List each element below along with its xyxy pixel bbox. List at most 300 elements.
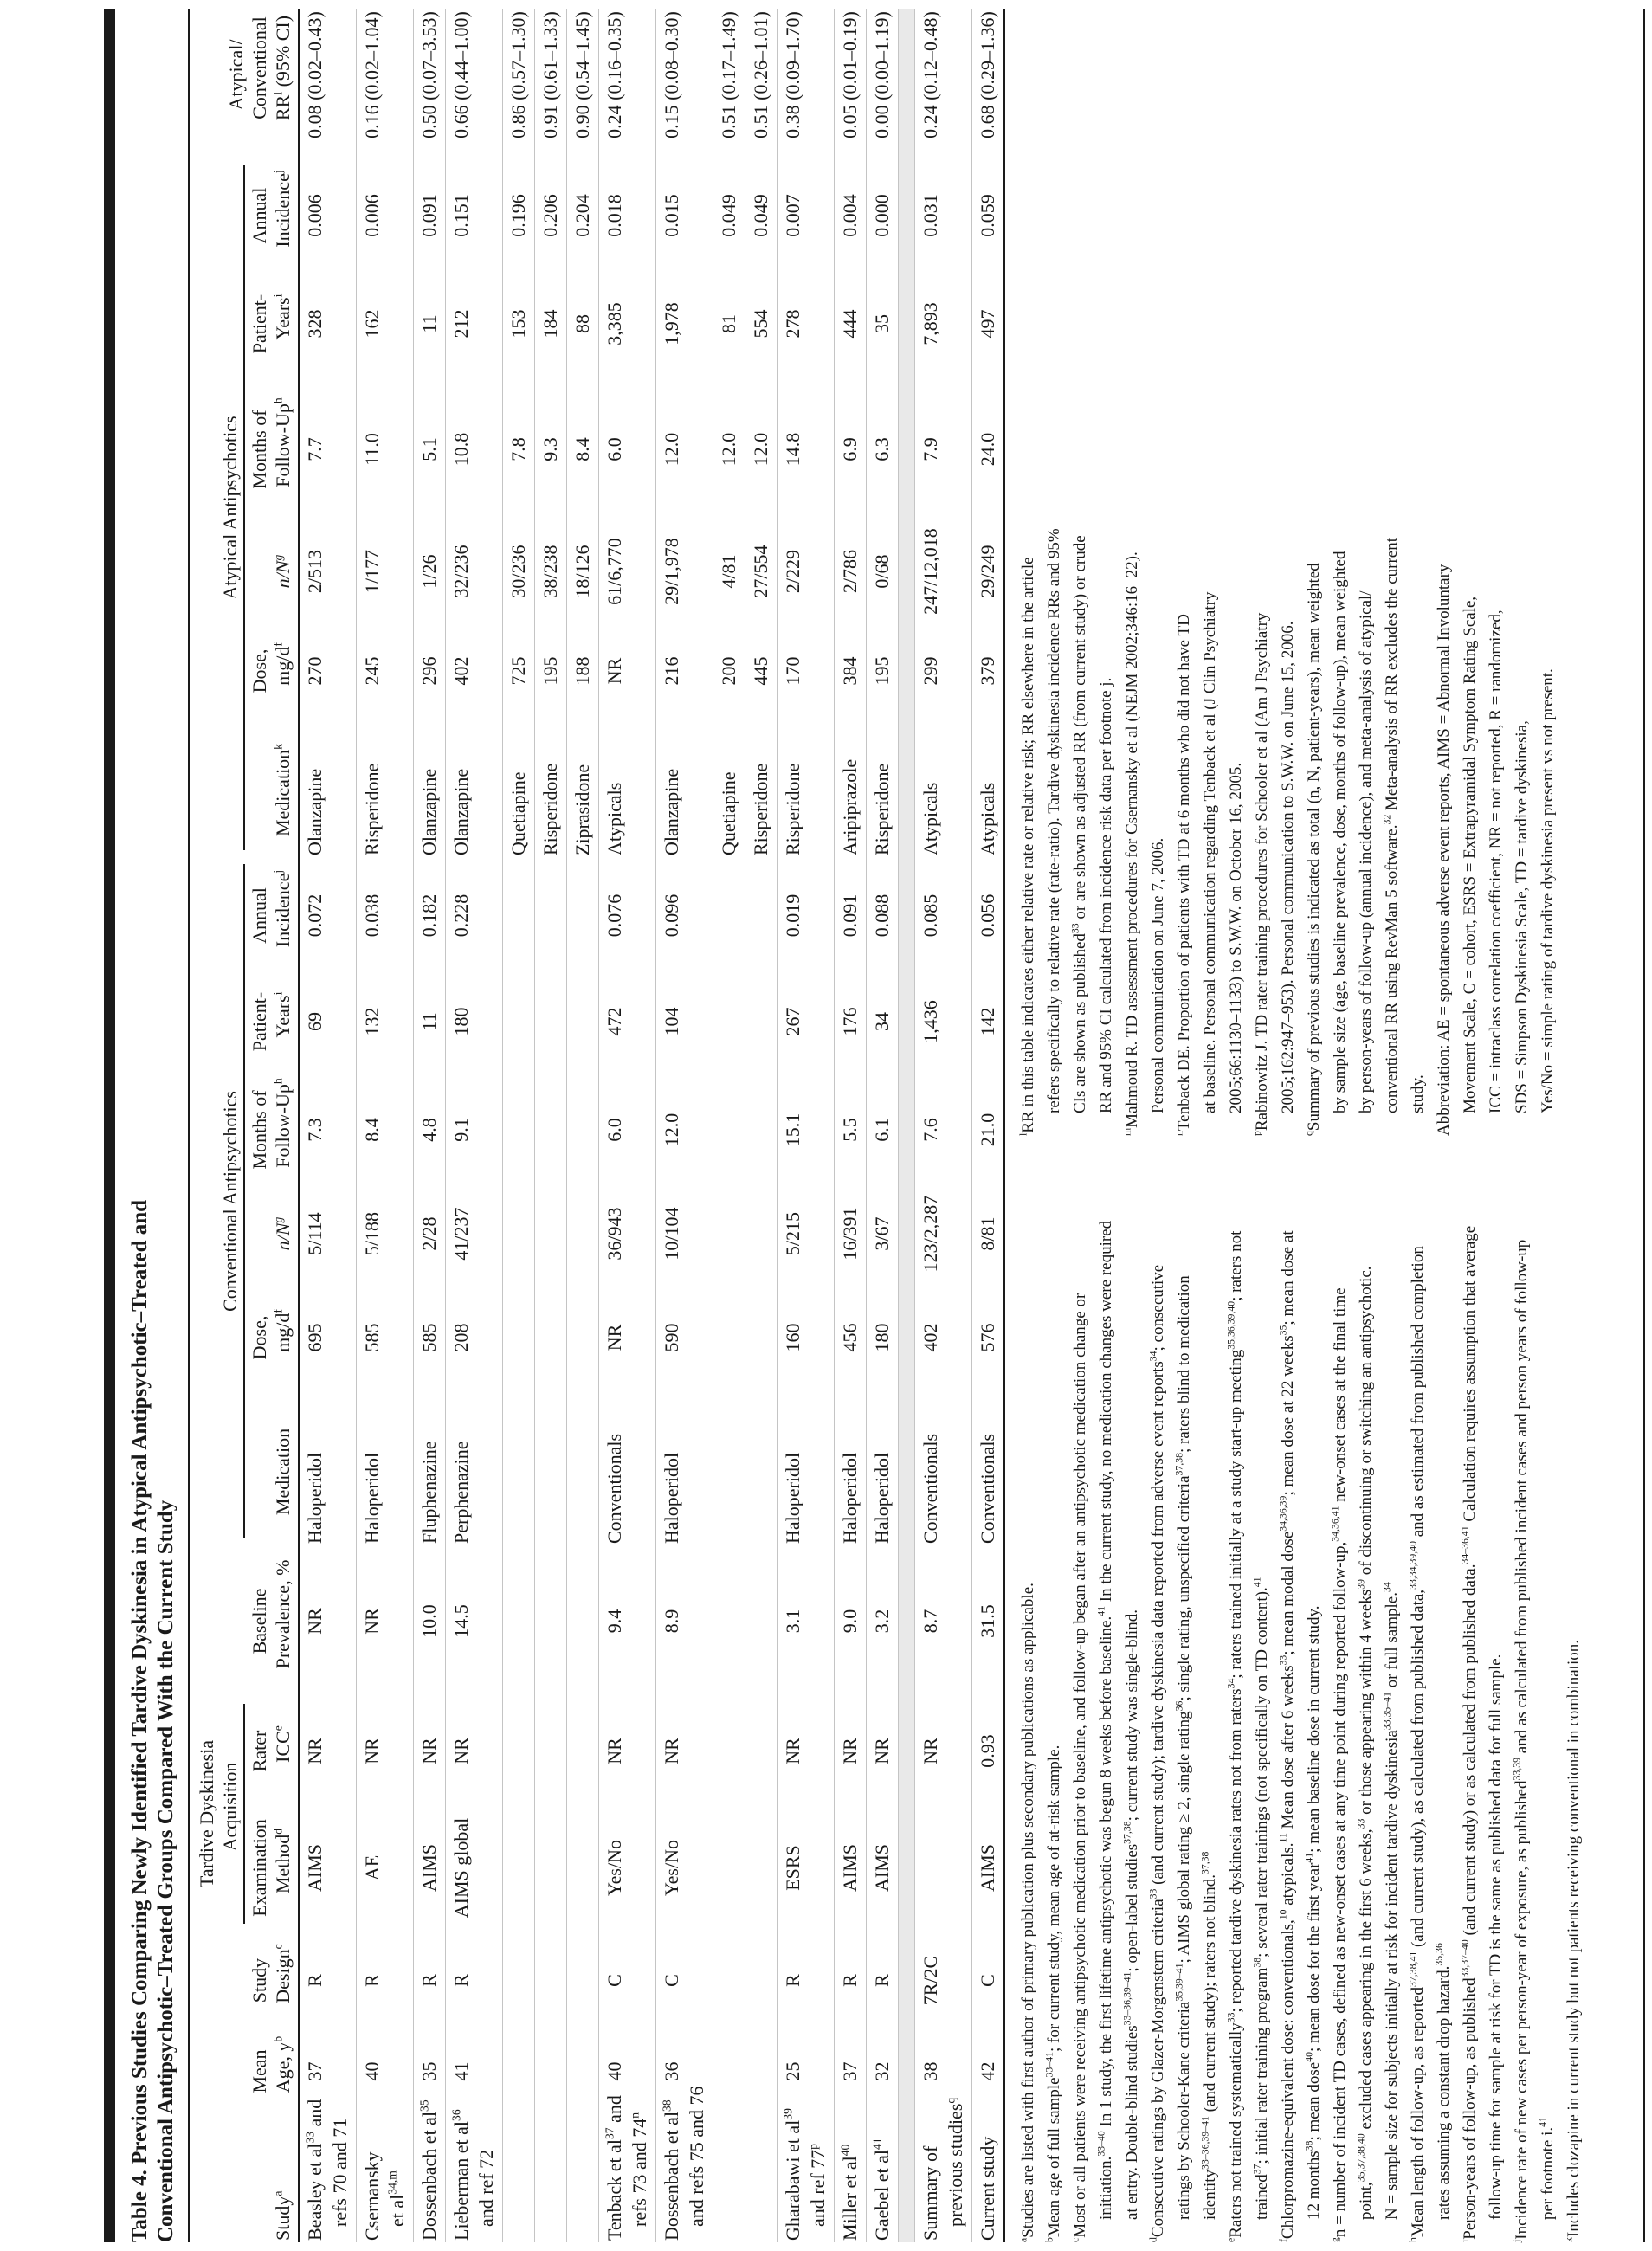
table-cell: NR [603, 657, 625, 685]
table-cell: 10/104 [661, 1207, 682, 1261]
table-cell: 7.8 [507, 437, 529, 461]
footnote-line: at entry. Double-blind studies$^{33-36,39-41}$; open-label studies$^{37,38}$; current study was single-blind. [1121, 1609, 1141, 2220]
table-cell: 40 [361, 2061, 383, 2081]
table-cell: 328 [304, 309, 326, 339]
column-header: Dose, $mg/d^f$ [248, 642, 294, 693]
table-cell: 0.088 [871, 893, 893, 938]
table-cell: 7,893 [920, 302, 941, 345]
table-cell: 6.9 [839, 437, 861, 461]
column-header: Medication [272, 1428, 294, 1516]
table-cell: 0.076 [603, 893, 625, 938]
table-cell: 247/12,018 [920, 528, 941, 615]
table-cell: 4.8 [418, 1118, 440, 1142]
footnote-line: identity$^{33-36,39-41}$ (and current study); raters not blind.$^{37,38}$ [1199, 1851, 1219, 2220]
table-cell: NR [920, 1738, 941, 1764]
column-header: Examination Method$^d$ [248, 1819, 294, 1917]
footnotes [1016, 9, 1587, 2242]
footnote-line: follow-up time for sample at risk for TD is the same as published data for full sample. [1487, 1654, 1505, 2220]
table-top-rule [104, 9, 115, 2242]
table-cell: 0.000 [871, 194, 893, 237]
column-header: Dose, $mg/d^f$ [248, 1309, 294, 1360]
table-cell: 8.4 [571, 437, 593, 461]
table-cell: 10.0 [418, 1604, 440, 1638]
table-cell: 69 [304, 1012, 326, 1031]
table-cell: 5/114 [304, 1212, 326, 1255]
table-title-line1: Table 4. Previous Studies Comparing Newly Identified Tardive Dyskinesia in Atypical Antipsychotic–Treated and [128, 1199, 152, 2242]
table-cell: 0.059 [977, 194, 998, 237]
table-row [534, 9, 566, 2242]
table-cell: 270 [304, 656, 326, 686]
table-cell: 7R/2C [920, 1955, 941, 2006]
footnote-line: 12 months$^{38}$; mean dose$^{40}$; mean dose for the first year$^{41}$; mean baseline dose in current study. [1303, 1605, 1323, 2220]
table-cell: 195 [871, 656, 893, 686]
table-row [745, 9, 777, 2242]
table-cell: 3/67 [871, 1216, 893, 1251]
table-cell: 497 [977, 309, 998, 339]
table-cell: Current study [977, 2136, 998, 2241]
table-cell: Quetiapine [718, 771, 739, 855]
table-cell: 0/68 [871, 554, 893, 589]
table-cell: 695 [304, 1323, 326, 1352]
footnote-line: $^a$Studies are listed with first author of primary publication plus secondary publications as applicable. [1017, 1583, 1037, 2242]
table-cell: 41 [450, 2061, 472, 2081]
table-cell: 35 [418, 2061, 440, 2081]
column-header: Study Design$^c$ [248, 1944, 294, 2003]
table-cell: 0.66 (0.44–1.00) [450, 11, 472, 139]
footnote-line: RR and 95% CI calculated from incidence risk data per footnote j. [1097, 677, 1115, 1113]
table-cell: Conventionals [603, 1433, 625, 1544]
table-cell: 104 [661, 1007, 682, 1036]
footnotes-left-column [1016, 1158, 1587, 2242]
table-cell: Yes/No [661, 1840, 682, 1897]
table-cell: Risperidone [782, 763, 803, 855]
page-top-margin [0, 0, 104, 2251]
table-cell: Risperidone [750, 763, 771, 855]
table-header [195, 9, 298, 2242]
table-cell: 25 [782, 2061, 803, 2081]
table-cell: NR [450, 1738, 472, 1764]
table-cell: 12.0 [718, 432, 739, 467]
table-cell: 9.3 [539, 437, 561, 461]
table-cell: NR [304, 1738, 326, 1764]
table-cell: AIMS [304, 1844, 326, 1893]
column-header: Atypical/ Conventional $RR^l$ (95% CI) [225, 15, 294, 121]
table-cell: 5/215 [782, 1211, 803, 1256]
table-cell: 180 [450, 1007, 472, 1036]
footnote-line: by person-years of follow-up (annual incidence), and meta-analysis of atypical/ [1357, 590, 1375, 1113]
footnote-line: point,$^{35,37,38,40}$ excluded cases appearing in the first 6 weeks,$^{33}$ or those appearing within 4 weeks$^{39}$ of discontinuing or switching an antipsychotic. [1355, 1266, 1375, 2220]
footnote-line: Personal communication on June 7, 2006. [1149, 837, 1167, 1113]
footnote-line: ratings by Schooler-Kane criteria$^{35,39-41}$; AIMS global rating ≥ 2, single rating$^{36}$; single rating, unspecified criteria$^{37,38}$; raters blind to medication [1173, 1275, 1193, 2220]
table-cell: 0.006 [361, 194, 383, 237]
table-cell: Beasley et $al^{33}$ and refs 70 and 71 [303, 2099, 351, 2241]
table-cell: 153 [507, 309, 529, 339]
table-cell: 6.0 [603, 437, 625, 461]
table-cell: 11 [418, 314, 440, 333]
table-cell: 0.50 (0.07–3.53) [418, 11, 440, 139]
table-cell: NR [871, 1738, 893, 1764]
table-cell: 0.228 [450, 893, 472, 938]
table-cell: 36/943 [603, 1207, 625, 1261]
table-cell: 3,385 [603, 302, 625, 345]
footnote-line: 2005;162:947–953). Personal communication to S.W.W. on June 15, 2006. [1279, 621, 1297, 1113]
table-cell: 456 [839, 1323, 861, 1352]
table-cell: 200 [718, 656, 739, 686]
table-cell: 160 [782, 1323, 803, 1352]
table-cell: 216 [661, 656, 682, 686]
table-cell: 0.049 [718, 194, 739, 237]
table-cell: Aripiprazole [839, 758, 861, 855]
table-cell: 37 [304, 2061, 326, 2081]
table-cell: 554 [750, 309, 771, 339]
table-cell: NR [361, 1608, 383, 1635]
table-cell: NR [361, 1738, 383, 1764]
table-cell: AIMS global [450, 1817, 472, 1919]
table-cell: 590 [661, 1323, 682, 1352]
table-row [866, 9, 898, 2242]
table-cell: 0.085 [920, 893, 941, 938]
footnote-line: rates assuming a constant drop hazard.$^{35,36}$ [1433, 1943, 1453, 2220]
table-cell: 162 [361, 309, 383, 339]
table-cell: 180 [871, 1323, 893, 1352]
table-body [300, 9, 1003, 2242]
table-cell: 5.1 [418, 437, 440, 461]
footnote-line: N = sample size for subjects initially at risk for incident tardive dyskinesia$^{33,35-41}$ or full sample.$^{34}$ [1381, 1582, 1401, 2220]
table-row [413, 9, 445, 2242]
table-cell: 40 [603, 2061, 625, 2081]
table-cell: C [977, 1974, 998, 1987]
table-cell: 12.0 [750, 432, 771, 467]
footnote-line: $^b$Mean age of full sample$^{33-41}$; for current study, mean age of at-risk sample. [1043, 1745, 1063, 2242]
table-cell: 7.9 [920, 437, 941, 461]
table-title [127, 9, 179, 2242]
table-cell: R [871, 1974, 893, 1987]
table-cell: 11 [418, 1012, 440, 1031]
table-cell: Gharabawi et $al^{39}$ and ref 77$^p$ [781, 2108, 829, 2241]
footnote-line: $^f$Chlorpromazine-equivalent dose: conventionals,$^{10}$ atypicals.$^{11}$ Mean dose after 6 weeks$^{33}$; mean modal dose$^{34,36,39}$; mean dose at 22 weeks$^{35}$; mean dose at [1277, 1230, 1297, 2242]
table-cell: Conventionals [920, 1433, 941, 1544]
table-cell: 7.6 [920, 1118, 941, 1142]
footnote-line: Abbreviation: AE = spontaneous adverse event reports, AIMS = Abnormal Involuntary [1435, 564, 1453, 1136]
table-cell: Quetiapine [507, 771, 529, 855]
group-header: Atypical Antipsychotics [218, 165, 245, 850]
table-cell: 0.00 (0.00–1.19) [871, 11, 893, 139]
table-cell: Dossenbach et $al^{38}$ and refs 75 and 76 [660, 2086, 707, 2241]
table-cell: Summary of previous studies$^q$ [920, 2097, 966, 2241]
footnotes-right-column [1016, 9, 1587, 1136]
table-cell: 0.206 [539, 194, 561, 237]
table-cell: 2/28 [418, 1216, 440, 1251]
table-cell: AE [361, 1854, 383, 1881]
table-cell: 176 [839, 1007, 861, 1036]
table-cell: R [450, 1974, 472, 1987]
table-cell: 0.006 [304, 194, 326, 237]
table-cell: 12.0 [661, 432, 682, 467]
table-cell: 402 [450, 656, 472, 686]
table-cell: 278 [782, 309, 803, 339]
table-cell: 2/513 [304, 549, 326, 594]
column-header: Months of Follow-Up$^h$ [248, 397, 294, 489]
footnote-line: $^i$Person-years of follow-up, as published$^{33,37-40}$ (and current study) or as calculated from published data.$^{34-36,41}$ Calculation requires assumption that average [1459, 1225, 1479, 2242]
table-cell: Ziprasidone [571, 764, 593, 855]
footnote-line: SDS = Simpson Dyskinesia Scale, TD = tardive dyskinesia, [1513, 720, 1531, 1113]
table-cell: 0.05 (0.01–0.19) [839, 11, 861, 139]
table-cell: Haloperidol [661, 1452, 682, 1544]
table-cell: 8/81 [977, 1216, 998, 1251]
table-cell: 3.1 [782, 1609, 803, 1634]
table-cell: 299 [920, 656, 941, 686]
footnote-line: $^p$Rabinowitz J. TD rater training procedures for Schooler et al (Am J Psychiatry [1251, 612, 1271, 1136]
table-cell: Conventionals [977, 1433, 998, 1544]
table-cell: AIMS [839, 1844, 861, 1893]
group-header: Tardive Dyskinesia Acquisition [195, 1704, 245, 1924]
table-cell: 11.0 [361, 433, 383, 466]
footnote-line: ICC = intraclass correlation coefficient, NR = not reported, R = randomized, [1487, 610, 1505, 1113]
table-cell: 0.24 (0.16–0.35) [603, 11, 625, 139]
footnote-line: study. [1409, 1074, 1427, 1113]
table-cell: 188 [571, 656, 593, 686]
table-cell: Atypicals [603, 782, 625, 855]
table-row [777, 9, 834, 2242]
table-cell: 8.9 [661, 1609, 682, 1634]
table-cell: C [603, 1974, 625, 1987]
footnote-line: Movement Scale, C = cohort, ESRS = Extrapyramidal Symptom Rating Scale, [1461, 596, 1479, 1113]
table-cell: 402 [920, 1323, 941, 1352]
table-cell: ESRS [782, 1845, 803, 1891]
table-cell: Yes/No [603, 1840, 625, 1897]
footnote-line: $^k$Includes clozapine in current study but not patients receiving conventional in combination. [1563, 1639, 1583, 2242]
footnote-line: conventional RR using RevMan 5 software.$^{32}$ Meta-analysis of RR excludes the current [1381, 537, 1401, 1113]
table-cell: 0.38 (0.09–1.70) [782, 11, 803, 139]
table-cell: 42 [977, 2061, 998, 2081]
table-cell: NR [603, 1324, 625, 1351]
table-row [971, 9, 1003, 2242]
table-cell: 184 [539, 309, 561, 339]
table-cell: 0.007 [782, 194, 803, 237]
table-cell: AIMS [871, 1844, 893, 1893]
table-cell: 195 [539, 656, 561, 686]
table-cell: 0.93 [977, 1734, 998, 1768]
table-cell: 296 [418, 656, 440, 686]
table-cell: 18/126 [571, 545, 593, 598]
footnote-line: $^j$Incidence rate of new cases per person-year of exposure, as published$^{33,39}$ and as calculated from published incident cases and person years of follow-up [1511, 1239, 1531, 2242]
table-cell: 0.16 (0.02–1.04) [361, 11, 383, 139]
column-header: Study$^a$ [271, 2190, 294, 2241]
table-cell: 34 [871, 1012, 893, 1031]
table-cell: 0.196 [507, 194, 529, 237]
table-cell: Gaebel et $al^{41}$ [870, 2138, 893, 2241]
table-cell: R [418, 1974, 440, 1987]
table-cell: 472 [603, 1007, 625, 1036]
group-header: Conventional Antipsychotics [218, 864, 245, 1538]
table-cell: 14.8 [782, 432, 803, 467]
table-cell: 444 [839, 309, 861, 339]
table-cell: 0.90 (0.54–1.45) [571, 11, 593, 139]
table-cell: 9.1 [450, 1118, 472, 1142]
table-cell: 123/2,287 [920, 1195, 941, 1273]
table-cell: Dossenbach et $al^{35}$ [417, 2099, 440, 2241]
column-header: $n/N^g$ [271, 554, 294, 589]
table-cell: 8.7 [920, 1609, 941, 1634]
table-cell: 30/236 [507, 545, 529, 598]
table-cell: 132 [361, 1007, 383, 1036]
table-cell: 6.1 [871, 1118, 893, 1142]
table-cell: 0.038 [361, 893, 383, 938]
table-row [502, 9, 534, 2242]
table-cell: NR [782, 1738, 803, 1764]
column-header: Rater ICCe [248, 1725, 294, 1772]
table-cell: 0.204 [571, 194, 593, 237]
table-cell: R [839, 1974, 861, 1987]
table-cell: 0.096 [661, 893, 682, 938]
table-cell: 61/6,770 [603, 538, 625, 605]
table-cell: 41/237 [450, 1207, 472, 1261]
table-cell: 9.0 [839, 1609, 861, 1634]
column-header: Medication$^k$ [271, 744, 294, 837]
footnote-line: $^h$Mean length of follow-up, as reported$^{37,38,41}$ (and current study), as calculated from published data,$^{33,34,39,40}$ and as estimated from published completion [1407, 1246, 1427, 2242]
table-cell: Haloperidol [839, 1452, 861, 1544]
table-end-rule [1643, 9, 1645, 2242]
table-cell: 0.049 [750, 194, 771, 237]
table-cell: 12.0 [661, 1113, 682, 1147]
table-cell: 245 [361, 656, 383, 686]
table-cell: 27/554 [750, 545, 771, 598]
table-cell: 0.031 [920, 194, 941, 237]
footnote-line: $^d$Consecutive ratings by Glazer-Morgenstern criteria$^{33}$ (and current study); tardive dyskinesia data reported from adverse event reports$^{34}$; consecutive [1147, 1264, 1167, 2242]
table-cell: NR [661, 1738, 682, 1764]
table-cell: Miller et $al^{40}$ [838, 2144, 861, 2241]
table-cell: Haloperidol [782, 1452, 803, 1544]
table-cell: Haloperidol [871, 1452, 893, 1544]
table-row [566, 9, 598, 2242]
table-cell: Risperidone [871, 763, 893, 855]
table-cell: NR [839, 1738, 861, 1764]
table-cell: NR [603, 1738, 625, 1764]
body-bottom-rule [1003, 9, 1005, 2242]
table-cell: 725 [507, 656, 529, 686]
table-cell: 0.091 [418, 194, 440, 237]
table-cell: 7.3 [304, 1118, 326, 1142]
footnote-line: CIs are shown as published$^{33}$ or are shown as adjusted RR (from current study) or crude [1069, 535, 1089, 1113]
table-cell: 0.182 [418, 893, 440, 938]
table-cell: C [661, 1974, 682, 1987]
table-cell: 6.0 [603, 1118, 625, 1142]
footnote-line: Yes/No = simple rating of tardive dyskinesia present vs not present. [1539, 668, 1557, 1113]
table-cell: 170 [782, 656, 803, 686]
table-row [713, 9, 745, 2242]
table-row [834, 9, 866, 2242]
table-cell: 0.018 [603, 194, 625, 237]
table-cell: 7.7 [304, 437, 326, 461]
table-title-line2: Conventional Antipsychotic–Treated Groups Compared With the Current Study [154, 1500, 177, 2242]
table-cell: 0.151 [450, 194, 472, 237]
table-cell: 0.15 (0.08–0.30) [661, 11, 682, 139]
table-cell: 4/81 [718, 554, 739, 589]
table-cell: 38 [920, 2061, 941, 2081]
table-row [445, 9, 502, 2242]
footnote-line: $^e$Raters not trained systematically$^{33}$; reported tardive dyskinesia rates not from raters$^{34}$; raters trained initially at a study start-up meeting$^{35,36,39,40}$; raters not [1225, 1230, 1245, 2242]
footnote-line: $^l$RR in this table indicates either relative rate or relative risk; RR elsewhere in the article [1017, 557, 1037, 1136]
footnote-line: initiation.$^{33-40}$ In 1 study, the first lifetime antipsychotic was begun 8 weeks before baseline.$^{41}$ In the current study, no medication changes were required [1095, 1220, 1115, 2220]
table-row [356, 9, 413, 2242]
table-cell: 37 [839, 2061, 861, 2081]
table-cell: 14.5 [450, 1604, 472, 1638]
table-cell: Tenback et $al^{37}$ and refs 73 and 74$^n$ [603, 2095, 650, 2241]
table-cell: R [782, 1974, 803, 1987]
column-header: Annual Incidence$^j$ [248, 170, 294, 248]
table-cell: 0.86 (0.57–1.30) [507, 11, 529, 139]
table-row [655, 9, 713, 2242]
table-cell: 212 [450, 309, 472, 339]
table-cell: Haloperidol [361, 1452, 383, 1544]
table-cell: R [361, 1974, 383, 1987]
footnote-line: $^m$Mahmoud R. TD assessment procedures for Csernansky et al (NEJM 2002;346:16–22). [1121, 551, 1141, 1136]
table-row [300, 9, 356, 2242]
table-cell: 5.5 [839, 1118, 861, 1142]
table-cell: 0.091 [839, 893, 861, 938]
table-cell: 9.4 [603, 1609, 625, 1634]
column-header: Patient- Years$^i$ [248, 991, 294, 1052]
table-cell: 32/236 [450, 545, 472, 598]
table-cell: R [304, 1974, 326, 1987]
table-cell: 15.1 [782, 1113, 803, 1147]
table-cell: 0.056 [977, 893, 998, 938]
table-cell: 35 [871, 314, 893, 333]
table-cell: 1/26 [418, 554, 440, 589]
footnote-line: by sample size (age, baseline prevalence, dose, months of follow-up), mean weighted [1331, 551, 1349, 1113]
table-cell: 0.24 (0.12–0.48) [920, 11, 941, 139]
column-header: Mean Age, $y^b$ [248, 2035, 294, 2093]
table-cell: 585 [361, 1323, 383, 1352]
table-cell: 267 [782, 1007, 803, 1036]
table-cell: 208 [450, 1323, 472, 1352]
table-cell: 0.91 (0.61–1.33) [539, 11, 561, 139]
table-cell: AIMS [418, 1844, 440, 1893]
table-cell: 24.0 [977, 432, 998, 467]
table-cell: 31.5 [977, 1604, 998, 1638]
footnote-line: per footnote i.$^{41}$ [1537, 2117, 1557, 2220]
footnote-line: $^g$n = number of incident TD cases, defined as new-onset cases at any time point during reported follow-up,$^{34,36,41}$ new-onset cases at the final time [1329, 1287, 1349, 2242]
table-cell: Risperidone [539, 763, 561, 855]
table-cell: 16/391 [839, 1207, 861, 1261]
table-cell: 1/177 [361, 549, 383, 594]
table-cell: 0.51 (0.26–1.01) [750, 11, 771, 139]
table-cell: 2/229 [782, 549, 803, 594]
table-cell: 0.072 [304, 893, 326, 938]
table-cell: Olanzapine [661, 768, 682, 855]
table-cell: 142 [977, 1007, 998, 1036]
table-cell: 379 [977, 656, 998, 686]
table-cell: Olanzapine [418, 768, 440, 855]
table-cell: 0.015 [661, 194, 682, 237]
footnote-line: at baseline. Personal communication regarding Tenback et al (J Clin Psychiatry [1201, 591, 1219, 1113]
table-cell: 576 [977, 1323, 998, 1352]
table-cell: AIMS [977, 1844, 998, 1893]
table-cell: Perphenazine [450, 1441, 472, 1544]
column-header: Patient- Years$^i$ [248, 293, 294, 354]
table-cell: Atypicals [977, 782, 998, 855]
separator-row [898, 9, 914, 2242]
table-cell: 1,436 [920, 1000, 941, 1043]
column-header: Months of Follow-Up$^h$ [248, 1078, 294, 1170]
table-cell: 0.51 (0.17–1.49) [718, 11, 739, 139]
footnote-line: trained$^{37}$; initial rater training program$^{38}$; several rater trainings (not specifically on TD content).$^{41}$ [1251, 1577, 1271, 2220]
table-cell: NR [418, 1738, 440, 1764]
table-cell: 32 [871, 2061, 893, 2081]
table-cell: 81 [718, 314, 739, 333]
table-cell: 0.019 [782, 893, 803, 938]
table-cell: 10.8 [450, 432, 472, 467]
